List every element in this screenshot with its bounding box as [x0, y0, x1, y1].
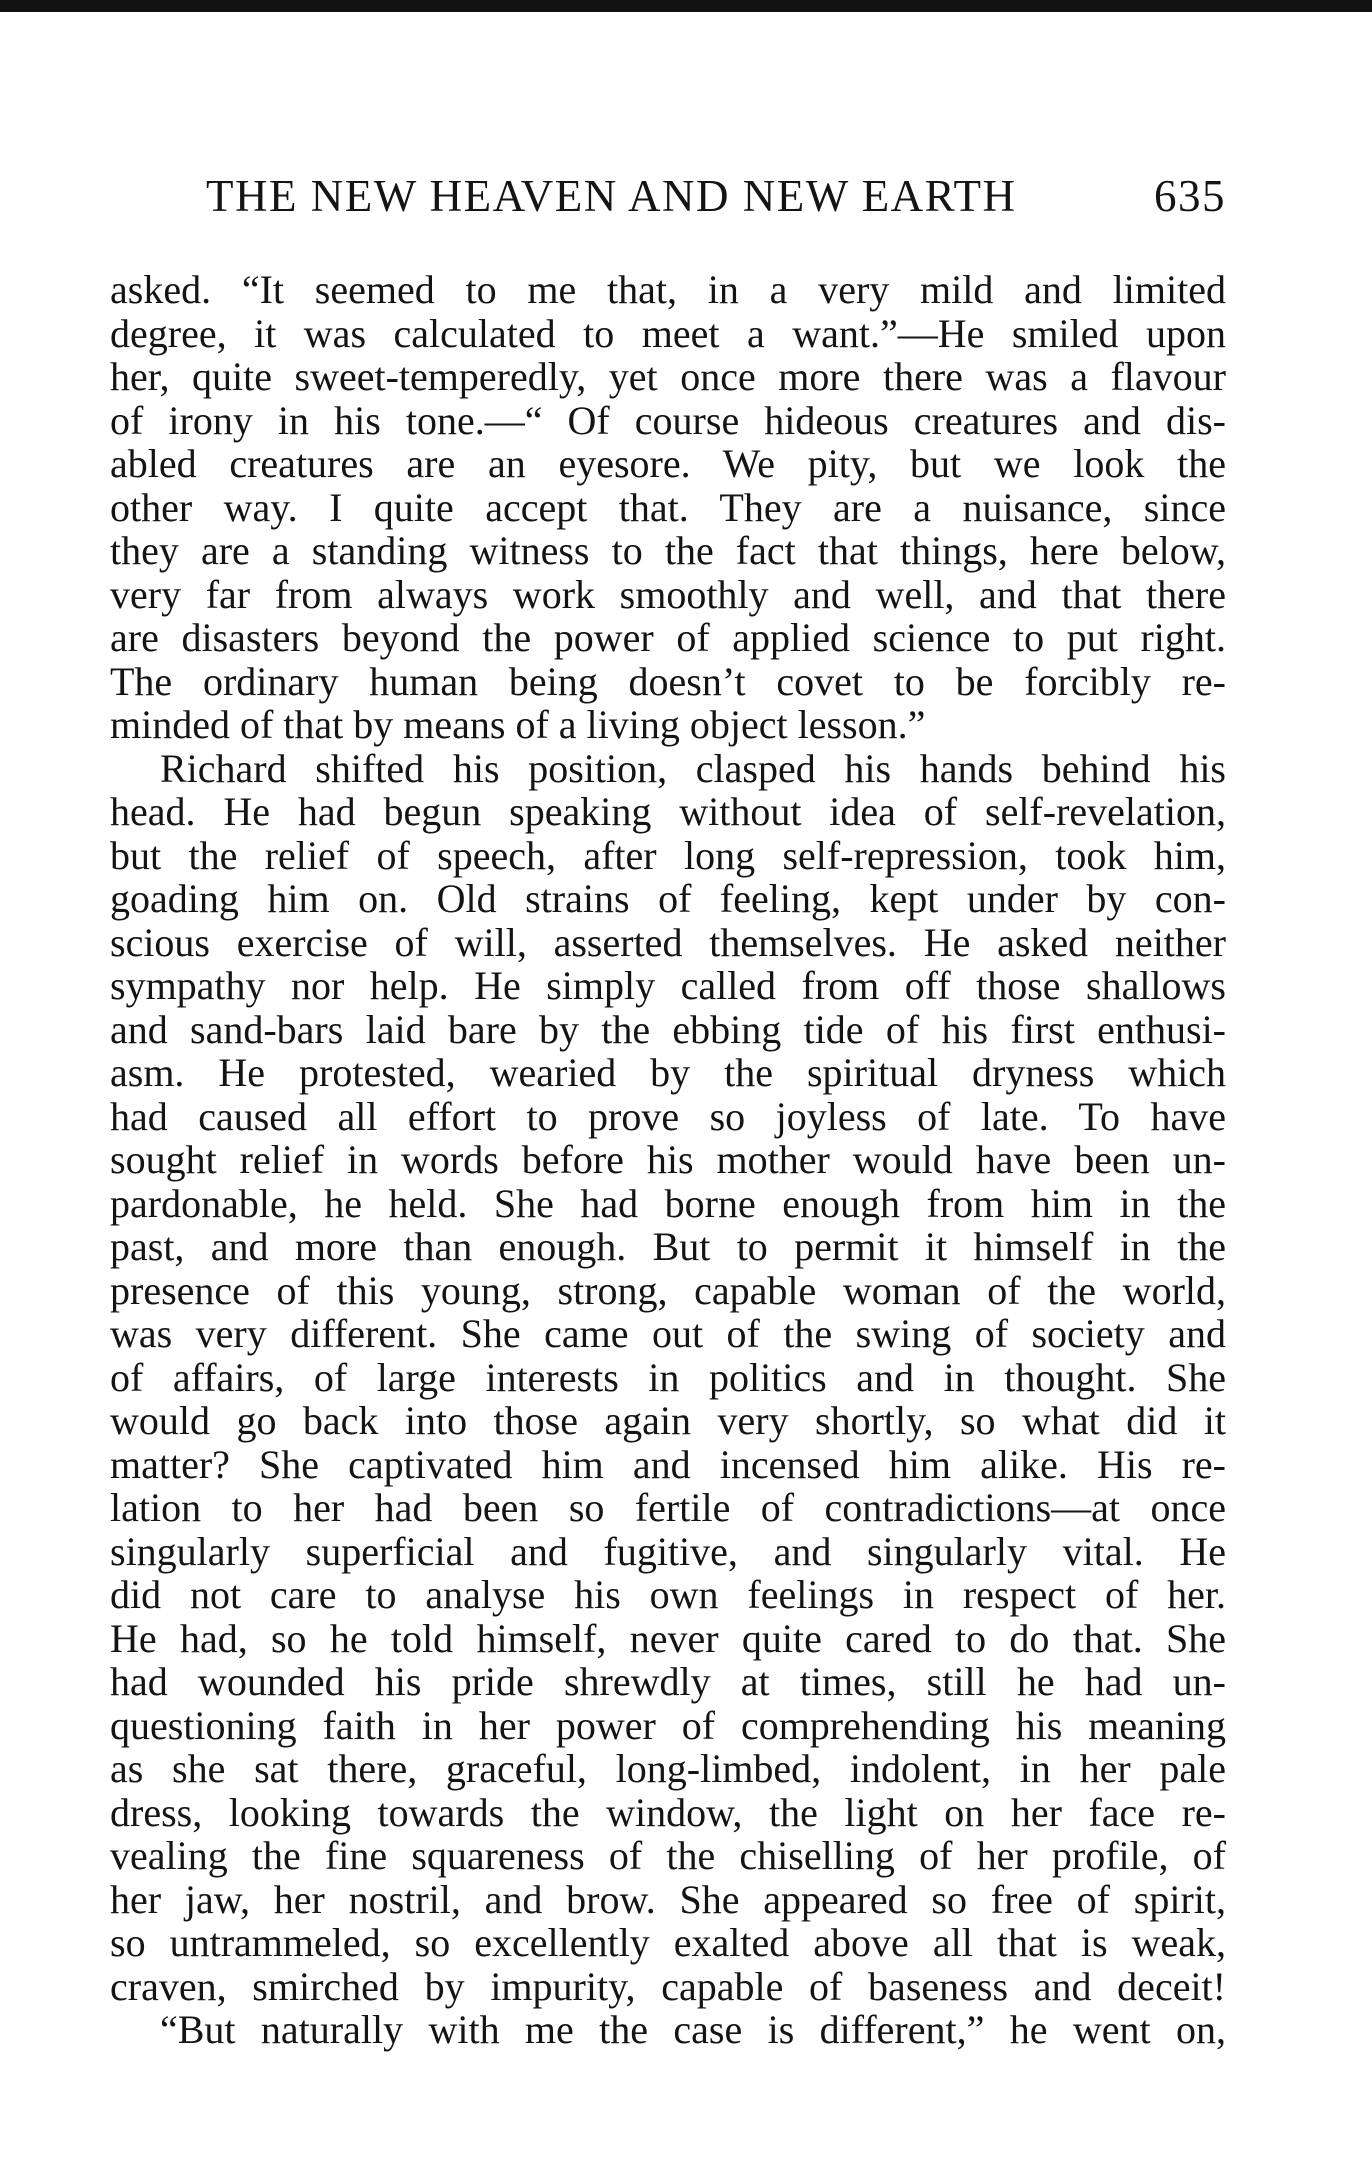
text-line: did not care to analyse his own feelings in respect of her.: [110, 1572, 1226, 1617]
text-line: degree, it was calculated to meet a want.”—He smiled upon: [110, 310, 1226, 356]
text-line: minded of that by means of a living object lesson.”: [110, 702, 926, 747]
text-line: asm. He protested, wearied by the spiritual dryness which: [110, 1050, 1226, 1095]
text-line: as she sat there, graceful, long-limbed, indolent, in her pale: [110, 1746, 1226, 1791]
text-line: Richard shifted his position, clasped his hands behind his: [160, 745, 1226, 791]
text-line: sympathy nor help. He simply called from off those shallows: [110, 963, 1226, 1008]
text-line: abled creatures are an eyesore. We pity, but we look the: [110, 441, 1226, 486]
text-line: and sand-bars laid bare by the ebbing tide of his first enthusi-: [110, 1006, 1226, 1052]
text-line: had caused all effort to prove so joyless of late. To have: [110, 1093, 1226, 1139]
text-line: her jaw, her nostril, and brow. She appeared so free of spirit,: [110, 1876, 1226, 1922]
text-line: dress, looking towards the window, the light on her face re-: [110, 1789, 1226, 1835]
text-line: pardonable, he held. She had borne enough from him in the: [110, 1180, 1226, 1226]
text-line: of affairs, of large interests in politics and in thought. She: [110, 1354, 1226, 1400]
text-line: “But naturally with me the case is different,” he went on,: [160, 2007, 1226, 2052]
text-line: but the relief of speech, after long self-repression, took him,: [110, 832, 1226, 878]
text-line: was very different. She came out of the swing of society and: [110, 1311, 1226, 1356]
text-line: lation to her had been so fertile of contradictions—at once: [110, 1485, 1226, 1530]
text-line: of irony in his tone.—“ Of course hideous creatures and dis-: [110, 397, 1226, 443]
running-head: [206, 170, 1226, 230]
text-line: had wounded his pride shrewdly at times, still he had un-: [110, 1659, 1226, 1704]
text-line: singularly superficial and fugitive, and singularly vital. He: [110, 1528, 1226, 1574]
text-line: scious exercise of will, asserted themselves. He asked neither: [110, 919, 1226, 965]
text-line: sought relief in words before his mother would have been un-: [110, 1137, 1226, 1182]
text-line: very far from always work smoothly and well, and that there: [110, 571, 1226, 617]
text-line: goading him on. Old strains of feeling, kept under by con-: [110, 876, 1226, 921]
text-line: He had, so he told himself, never quite cared to do that. She: [110, 1615, 1226, 1661]
text-line: would go back into those again very shortly, so what did it: [110, 1398, 1226, 1443]
text-line: matter? She captivated him and incensed him alike. His re-: [110, 1441, 1226, 1487]
page-number: 635: [1154, 171, 1226, 221]
running-head-title: THE NEW HEAVEN AND NEW EARTH: [206, 171, 1017, 221]
text-line: her, quite sweet-temperedly, yet once more there was a flavour: [110, 354, 1226, 399]
text-line: other way. I quite accept that. They are a nuisance, since: [110, 484, 1226, 530]
text-line: past, and more than enough. But to permit it himself in the: [110, 1224, 1226, 1269]
text-line: so untrammeled, so excellently exalted above all that is weak,: [110, 1920, 1226, 1965]
text-line: head. He had begun speaking without idea of self-revelation,: [110, 789, 1226, 834]
text-line: questioning faith in her power of comprehending his meaning: [110, 1702, 1226, 1748]
text-line: they are a standing witness to the fact that things, here below,: [110, 528, 1226, 573]
body-text: [110, 268, 1226, 2052]
text-line: vealing the fine squareness of the chiselling of her profile, of: [110, 1833, 1226, 1878]
text-line: are disasters beyond the power of applied science to put right.: [110, 615, 1226, 660]
text-line: presence of this young, strong, capable woman of the world,: [110, 1267, 1226, 1313]
text-line: asked. “It seemed to me that, in a very mild and limited: [110, 267, 1226, 312]
text-line: craven, smirched by impurity, capable of baseness and deceit!: [110, 1963, 1226, 2009]
text-line: The ordinary human being doesn’t covet to be forcibly re-: [110, 658, 1226, 704]
top-rule: [0, 0, 1372, 12]
